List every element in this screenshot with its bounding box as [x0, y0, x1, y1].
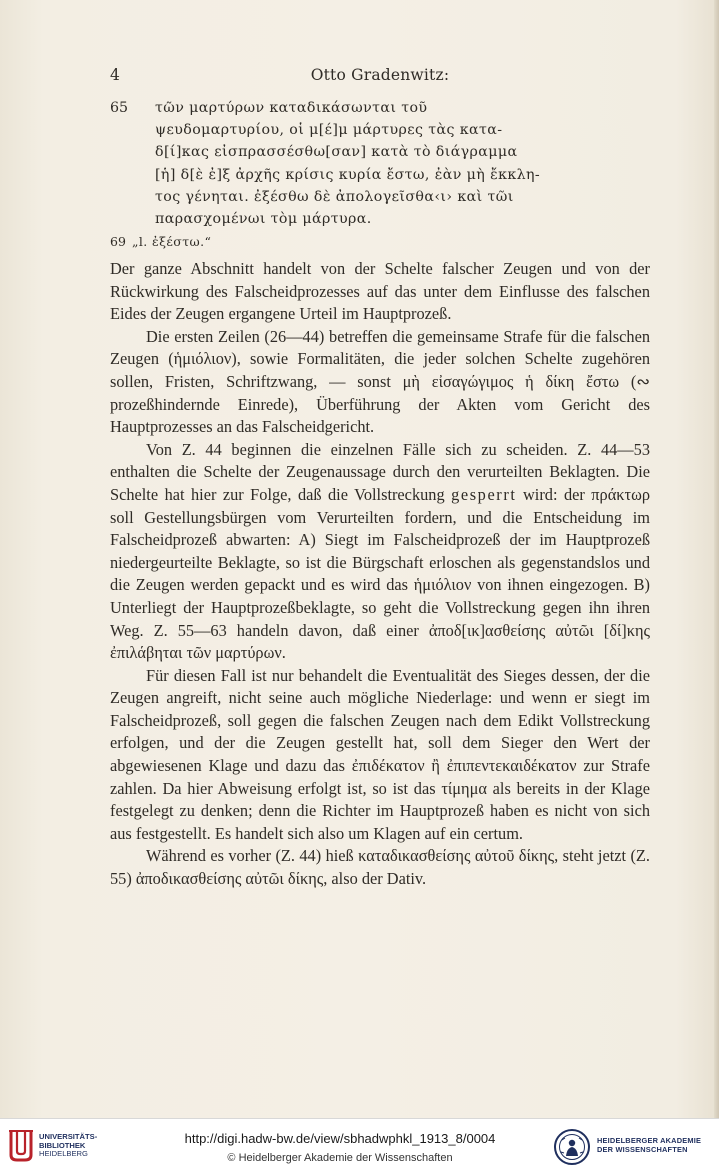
running-head: Otto Gradenwitz:	[310, 66, 450, 84]
copyright-notice: © Heidelberger Akademie der Wissenschaften	[227, 1152, 453, 1164]
greek-line	[110, 97, 650, 119]
emphasized-word: gesperrt	[451, 484, 517, 504]
greek-line	[110, 208, 650, 230]
note-line-number: 69	[110, 234, 126, 250]
university-library-logo-icon	[8, 1129, 36, 1163]
body-text	[110, 258, 650, 891]
library-name	[39, 1133, 97, 1159]
page-header	[110, 66, 650, 88]
greek-line	[110, 141, 650, 163]
greek-line	[110, 164, 650, 186]
page-edge	[714, 0, 719, 1118]
paragraph-text: wird: der πράκτωρ soll Gestellungsbürgen vom Verurteilten fordern, und die Entscheidung im Falscheidprozeß abwarten: A) Siegt im Falscheidprozeß der im Hauptprozeß niedergeurteilte Beklagte, so ist die Bürgschaft erloschen als gegenstandslos und die Zeugen werden gepackt und es wird das ἡμιόλιον von ihnen eingezogen. B) Unterliegt der Hauptprozeßbeklagte, so geht die Vollstreckung gegen ihn ihren Weg. Z. 55—63 handeln davon, daß einer ἀποδ[ικ]ασθείσης αὐτῶι [δί]κης ἐπιλάβηται τῶν μαρτύρων.	[110, 484, 650, 663]
critical-note	[110, 231, 650, 253]
line-number: 65	[110, 100, 129, 116]
greek-line-text: δ[ί]κας εἰσπρασσέσθω[σαν] κατὰ τὸ διάγραμμα	[155, 144, 518, 161]
digitization-footer	[0, 1118, 719, 1173]
paragraph: Während es vorher (Z. 44) hieß καταδικασθείσης αὐτοῦ δίκης, steht jetzt (Z. 55) ἀποδικασθείσης αὐτῶι δίκης, also der Dativ.	[110, 846, 650, 889]
greek-line	[110, 119, 650, 141]
page-number: 4	[110, 66, 120, 84]
academy-seal-icon	[553, 1128, 591, 1166]
library-name-line: UNIVERSITÄTS-	[39, 1132, 98, 1141]
greek-line-text: παρασχομένωι τὸμ μάρτυρα.	[155, 210, 372, 227]
academy-name-line: HEIDELBERGER AKADEMIE	[597, 1136, 702, 1145]
note-text: „l. ἐξέστω.“	[132, 234, 212, 250]
academy-name	[597, 1136, 701, 1155]
academy-name-line: DER WISSENSCHAFTEN	[597, 1145, 688, 1155]
paragraph: Die ersten Zeilen (26—44) betreffen die gemeinsame Strafe für die falschen Zeugen (ἡμιόλιον), sowie Formalitäten, die jeder solchen Schelte zugehören sollen, Fristen, Schriftzwang, — sonst μὴ εἰσαγώγιμος ἡ δίκη ἔστω (∾ prozeßhindernde Einrede), Überführung der Akten vom Gericht des Hauptprozesses an das Falscheidgericht.	[110, 326, 650, 437]
greek-line-text: [ἡ] δ[ὲ ἐ]ξ ἀρχῆς κρίσις κυρία ἔστω, ἐὰν μὴ ἔκκλη-	[155, 166, 541, 183]
greek-line-text: ψευδομαρτυρίου, οἱ μ[έ]μ μάρτυρες τὰς κατα-	[155, 122, 503, 139]
library-name-line: HEIDELBERG	[39, 1149, 88, 1159]
greek-inscription-block	[110, 97, 650, 253]
paragraph: Der ganze Abschnitt handelt von der Schelte falscher Zeugen und von der Rückwirkung des Falscheidprozesses auf das unter dem Einflusse des falschen Eides der Zeugen ergangene Urteil im Hauptprozeß.	[110, 259, 650, 324]
paragraph-text: Von Z. 44 beginnen die einzelnen Fälle sich zu scheiden. Z. 44—53 enthalten die Schelte der Zeugenaussage durch den verurteilten Beklagten. Die Schelte hat hier zur Folge, daß die Vollstreckung	[110, 439, 650, 504]
permalink-link[interactable]: http://digi.hadw-bw.de/view/sbhadwphkl_1913_8/0004	[184, 1131, 496, 1146]
greek-line-text: τος γένηται. ἐξέσθω δὲ ἀπολογεῖσθα‹ι› καὶ τῶι	[155, 188, 514, 205]
greek-line	[110, 186, 650, 208]
paragraph	[110, 439, 650, 665]
library-name-line: BIBLIOTHEK	[39, 1140, 86, 1150]
paragraph: Für diesen Fall ist nur behandelt die Eventualität des Sieges dessen, der die Zeugen angreift, nicht seine auch mögliche Niederlage: und wenn er siegt im Falscheidprozeß, soll gegen die falschen Zeugen nach dem Edikt Vollstreckung erfolgen, und der die Zeugen gestellt hat, soll dem Sieger den Wert der abgewiesenen Klage und dazu das ἐπιδέκατον ἢ ἐπιπεντεκαιδέκατον zur Strafe zahlen. Da hier Abweisung erfolgt ist, so ist das τίμημα als bereits in der Klage festgelegt zu denken; denn die Richter im Hauptprozeß haben es nicht von sich aus festgestellt. Es handelt sich also um Klagen auf ein certum.	[110, 665, 650, 843]
greek-line-text: τῶν μαρτύρων καταδικάσωνται τοῦ	[155, 100, 428, 116]
